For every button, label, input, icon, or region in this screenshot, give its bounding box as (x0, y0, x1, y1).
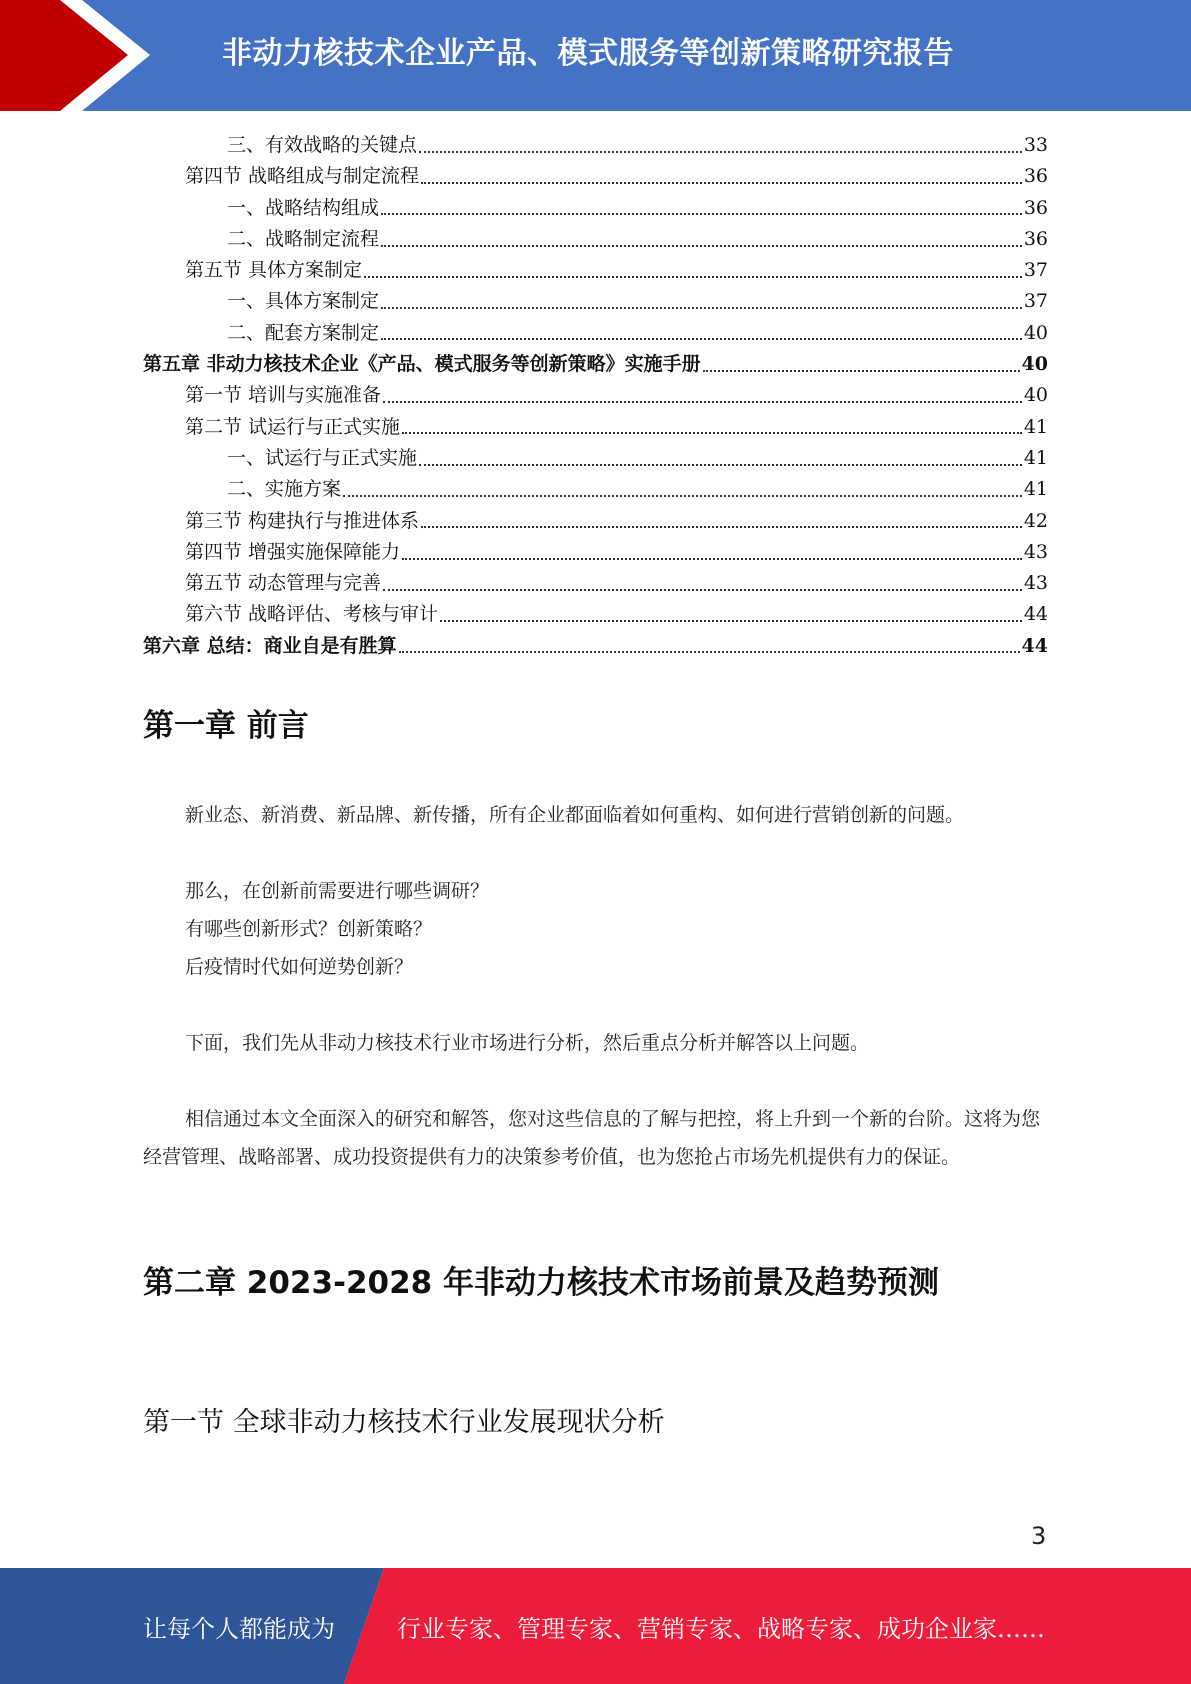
toc-entry-page: 37 (1023, 290, 1048, 313)
toc-entry[interactable] (143, 255, 1048, 286)
toc-entry-label: 第五节 具体方案制定 (185, 259, 363, 282)
toc-entry[interactable] (143, 224, 1048, 255)
toc-entry-page: 37 (1023, 259, 1048, 282)
toc-entry[interactable] (143, 443, 1048, 474)
toc-entry-label: 一、具体方案制定 (227, 290, 380, 313)
toc-entry-label: 第三节 构建执行与推进体系 (185, 509, 420, 532)
toc-entry-page: 33 (1023, 134, 1048, 156)
toc-dot-leader (419, 151, 1022, 153)
toc-entry-label: 第六章 总结：商业自是有胜算 (143, 634, 397, 657)
chapter-2-heading: 第二章 2023-2028 年非动力核技术市场前景及趋势预测 (143, 1265, 940, 1301)
toc-entry-label: 二、实施方案 (227, 478, 342, 501)
toc-entry[interactable] (143, 349, 1048, 380)
toc-entry[interactable] (143, 318, 1048, 349)
toc-entry-page: 36 (1023, 196, 1048, 219)
table-of-contents (143, 130, 1048, 662)
toc-entry[interactable] (143, 537, 1048, 568)
toc-entry-page: 41 (1023, 415, 1048, 438)
page-header (0, 0, 1191, 111)
toc-entry-page: 40 (1021, 353, 1048, 376)
toc-entry-label: 一、战略结构组成 (227, 196, 380, 219)
toc-dot-leader (440, 620, 1022, 622)
toc-dot-leader (421, 182, 1022, 184)
toc-dot-leader (364, 276, 1022, 278)
toc-entry-label: 三、有效战略的关键点 (227, 134, 418, 156)
toc-entry-page: 44 (1023, 603, 1048, 626)
toc-entry[interactable] (143, 506, 1048, 537)
header-red-chevron (0, 0, 148, 111)
paragraph (143, 796, 1048, 834)
page-footer (0, 1568, 1191, 1684)
toc-entry-label: 第五节 动态管理与完善 (185, 572, 382, 595)
toc-entry-label: 第四节 战略组成与制定流程 (185, 165, 420, 188)
question-line: 后疫情时代如何逆势创新？ (185, 956, 414, 978)
toc-dot-leader (421, 526, 1022, 528)
chapter-1-heading: 第一章 前言 (143, 708, 309, 744)
toc-entry-label: 一、试运行与正式实施 (227, 446, 418, 469)
toc-entry[interactable] (143, 193, 1048, 224)
toc-entry[interactable] (143, 412, 1048, 443)
question-line: 那么，在创新前需要进行哪些调研？ (185, 880, 490, 902)
toc-entry-label: 第五章 非动力核技术企业《产品、模式服务等创新策略》实施手册 (143, 353, 701, 376)
toc-entry[interactable] (143, 599, 1048, 630)
toc-entry[interactable] (143, 130, 1048, 161)
toc-dot-leader (381, 213, 1022, 215)
question-line: 有哪些创新形式？创新策略？ (185, 918, 433, 940)
toc-entry[interactable] (143, 474, 1048, 505)
paragraph-text: 下面，我们先从非动力核技术行业市场进行分析，然后重点分析并解答以上问题。 (185, 1032, 870, 1054)
toc-dot-leader (381, 245, 1022, 247)
toc-entry-label: 二、配套方案制定 (227, 321, 380, 344)
toc-entry-page: 41 (1023, 478, 1048, 501)
toc-dot-leader (402, 432, 1022, 434)
toc-dot-leader (383, 401, 1022, 403)
toc-entry-label: 第二节 试运行与正式实施 (185, 415, 401, 438)
toc-entry-label: 二、战略制定流程 (227, 227, 380, 250)
toc-entry-page: 40 (1023, 384, 1048, 407)
toc-entry-page: 41 (1023, 446, 1048, 469)
toc-dot-leader (703, 370, 1020, 372)
toc-dot-leader (419, 464, 1022, 466)
toc-entry[interactable] (143, 286, 1048, 317)
toc-dot-leader (402, 558, 1022, 560)
toc-entry-label: 第四节 增强实施保障能力 (185, 540, 401, 563)
paragraph-text: 新业态、新消费、新品牌、新传播，所有企业都面临着如何重构、如何进行营销创新的问题。 (185, 804, 965, 826)
toc-entry[interactable] (143, 161, 1048, 192)
toc-entry-page: 43 (1023, 540, 1048, 563)
toc-dot-leader (381, 307, 1022, 309)
page-number: 3 (1031, 1522, 1047, 1550)
toc-entry[interactable] (143, 631, 1048, 662)
toc-entry-label: 第一节 培训与实施准备 (185, 384, 382, 407)
toc-entry[interactable] (143, 380, 1048, 411)
toc-dot-leader (343, 495, 1022, 497)
toc-dot-leader (383, 589, 1022, 591)
paragraph (143, 1024, 1048, 1062)
section-heading: 第一节 全球非动力核技术行业发展现状分析 (143, 1407, 665, 1438)
toc-entry-page: 40 (1023, 321, 1048, 344)
paragraph (143, 1100, 1048, 1176)
toc-dot-leader (399, 651, 1020, 653)
toc-entry-label: 第六节 战略评估、考核与审计 (185, 603, 439, 626)
toc-entry-page: 42 (1023, 509, 1048, 532)
header-title: 非动力核技术企业产品、模式服务等创新策略研究报告 (222, 36, 954, 71)
toc-entry-page: 43 (1023, 572, 1048, 595)
paragraph-text: 相信通过本文全面深入的研究和解答，您对这些信息的了解与把控，将上升到一个新的台阶。这将为您经营管理、战略部署、成功投资提供有力的决策参考价值，也为您抢占市场先机提供有力的保证。 (143, 1108, 1041, 1168)
toc-entry[interactable] (143, 568, 1048, 599)
footer-slogan-left: 让每个人都能成为 (143, 1615, 335, 1643)
toc-entry-page: 36 (1023, 165, 1048, 188)
toc-entry-page: 36 (1023, 227, 1048, 250)
toc-entry-page: 44 (1021, 634, 1048, 657)
toc-dot-leader (381, 338, 1022, 340)
footer-slogan-right: 行业专家、管理专家、营销专家、战略专家、成功企业家…… (397, 1615, 1045, 1643)
